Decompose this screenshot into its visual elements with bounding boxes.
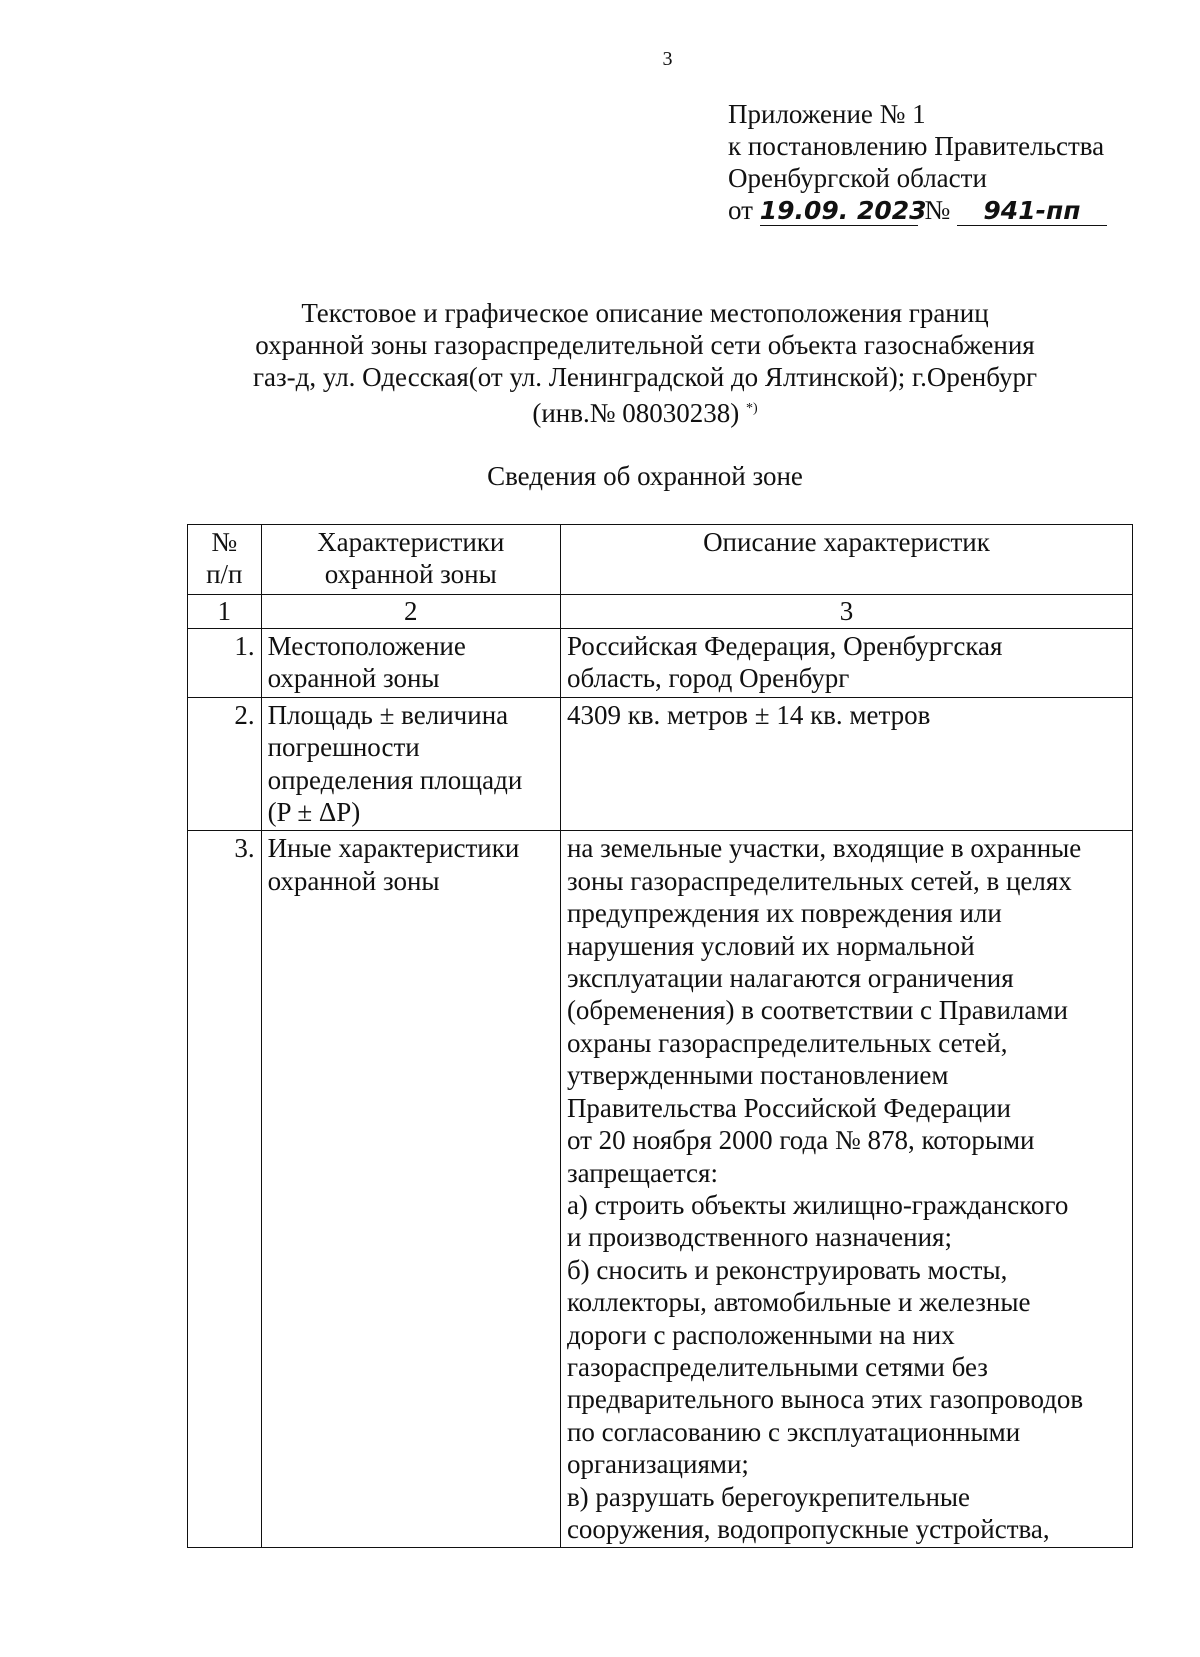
row-number: 3.	[188, 831, 262, 1548]
title-line-3: газ-д, ул. Одесская(от ул. Ленинградской до Ялтинской); г.Оренбург	[252, 362, 1038, 392]
section-title: Сведения об охранной зоне	[487, 461, 803, 491]
index-cell: 2	[261, 595, 560, 629]
title-line-4	[180, 393, 1110, 429]
table-row	[188, 629, 1133, 698]
row-characteristic: Иные характеристики охранной зоны	[261, 831, 560, 1548]
title-line-2: охранной зоны газораспределительной сети объекта газоснабжения	[255, 330, 1035, 360]
table-index-row	[188, 595, 1133, 629]
handwritten-number: 941-пп	[957, 197, 1107, 226]
appendix-block	[728, 98, 1107, 226]
title-line-1: Текстовое и графическое описание местоположения границ	[301, 298, 989, 328]
table-row	[188, 697, 1133, 831]
table-row	[188, 831, 1133, 1548]
page-number: 3	[662, 48, 673, 70]
header-characteristics: Характеристики охранной зоны	[261, 525, 560, 595]
row-number: 2.	[188, 697, 262, 831]
row-description: 4309 кв. метров ± 14 кв. метров	[560, 697, 1132, 831]
appendix-line-3: Оренбургской области	[728, 163, 987, 193]
row-number: 1.	[188, 629, 262, 698]
row-description: Российская Федерация, Оренбургская область, город Оренбург	[560, 629, 1132, 698]
header-description: Описание характеристик	[560, 525, 1132, 595]
appendix-line-1: Приложение № 1	[728, 99, 926, 129]
index-cell: 1	[188, 595, 262, 629]
number-label: №	[924, 195, 951, 225]
from-label: от	[728, 195, 753, 225]
zone-info-table	[187, 524, 1133, 1548]
row-description: на земельные участки, входящие в охранные зоны газораспределительных сетей, в целях предупреждения их повреждения или нарушения условий их нормальной эксплуатации налагаются ограничения (обременения) в соответствии с Правилами охраны газораспределительных сетей, утвержденными постановлением Правительства Российской Федерации от 20 ноября 2000 года № 878, которыми запрещается: а) строить объекты жилищно-гражданского и производственного назначения; б) сносить и реконструировать мосты, коллекторы, автомобильные и железные дороги с расположенными на них газораспределительными сетями без предварительного выноса этих газопроводов по согласованию с эксплуатационными организациями; в) разрушать берегоукрепительные сооружения, водопропускные устройства,	[560, 831, 1132, 1548]
index-cell: 3	[560, 595, 1132, 629]
document-title	[180, 297, 1110, 429]
header-number: № п/п	[188, 525, 262, 595]
table-header-row	[188, 525, 1133, 595]
row-characteristic: Местоположение охранной зоны	[261, 629, 560, 698]
handwritten-date: 19.09. 2023	[759, 196, 927, 225]
appendix-line-2: к постановлению Правительства	[728, 131, 1105, 161]
appendix-date-line	[728, 194, 1107, 226]
footnote-mark: *)	[745, 401, 758, 416]
inventory-number: (инв.№ 08030238)	[532, 398, 740, 428]
row-characteristic: Площадь ± величина погрешности определения площади (P ± ΔP)	[261, 697, 560, 831]
